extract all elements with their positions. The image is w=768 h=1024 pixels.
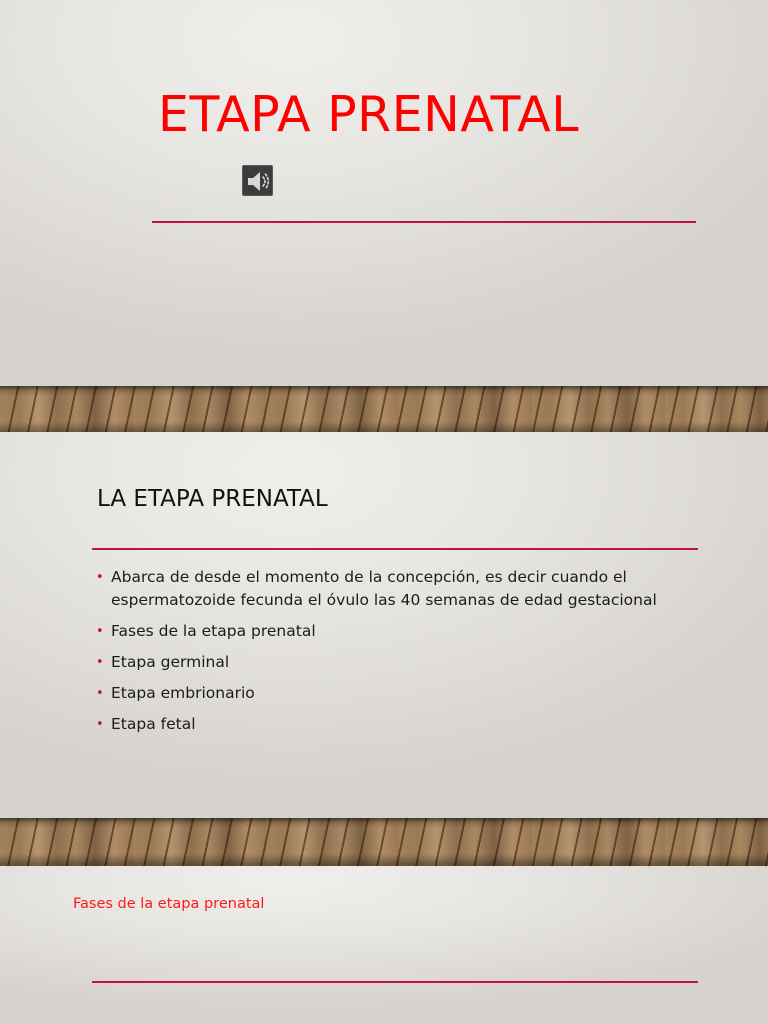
slide-1 [0, 0, 768, 386]
slide-heading: LA ETAPA PRENATAL [97, 486, 328, 512]
wood-floor-divider [0, 386, 768, 432]
bullet-icon: • [96, 624, 104, 639]
bullet-list [96, 566, 716, 744]
bullet-icon: • [96, 655, 104, 670]
bullet-text: Abarca de desde el momento de la concepción, es decir cuando el espermatozoide fecunda el óvulo las 40 semanas de edad gestacional [111, 568, 657, 609]
bullet-icon: • [96, 717, 104, 732]
list-item [96, 682, 716, 705]
list-item [96, 713, 716, 736]
bullet-text: Fases de la etapa prenatal [111, 622, 316, 640]
bullet-text: Etapa fetal [111, 715, 196, 733]
bullet-text: Etapa embrionario [111, 684, 255, 702]
bullet-icon: • [96, 686, 104, 701]
slide-title: ETAPA PRENATAL [158, 86, 579, 143]
list-item [96, 651, 716, 674]
wood-floor-divider [0, 818, 768, 866]
title-divider [152, 221, 696, 223]
heading-divider [92, 548, 698, 550]
slide-subtitle: Fases de la etapa prenatal [73, 896, 265, 912]
list-item [96, 620, 716, 643]
list-item [96, 566, 716, 612]
bullet-text: Etapa germinal [111, 653, 230, 671]
speaker-icon[interactable] [242, 165, 273, 196]
slide-3 [0, 866, 768, 1024]
subtitle-divider [92, 981, 698, 983]
bullet-icon: • [96, 570, 104, 585]
